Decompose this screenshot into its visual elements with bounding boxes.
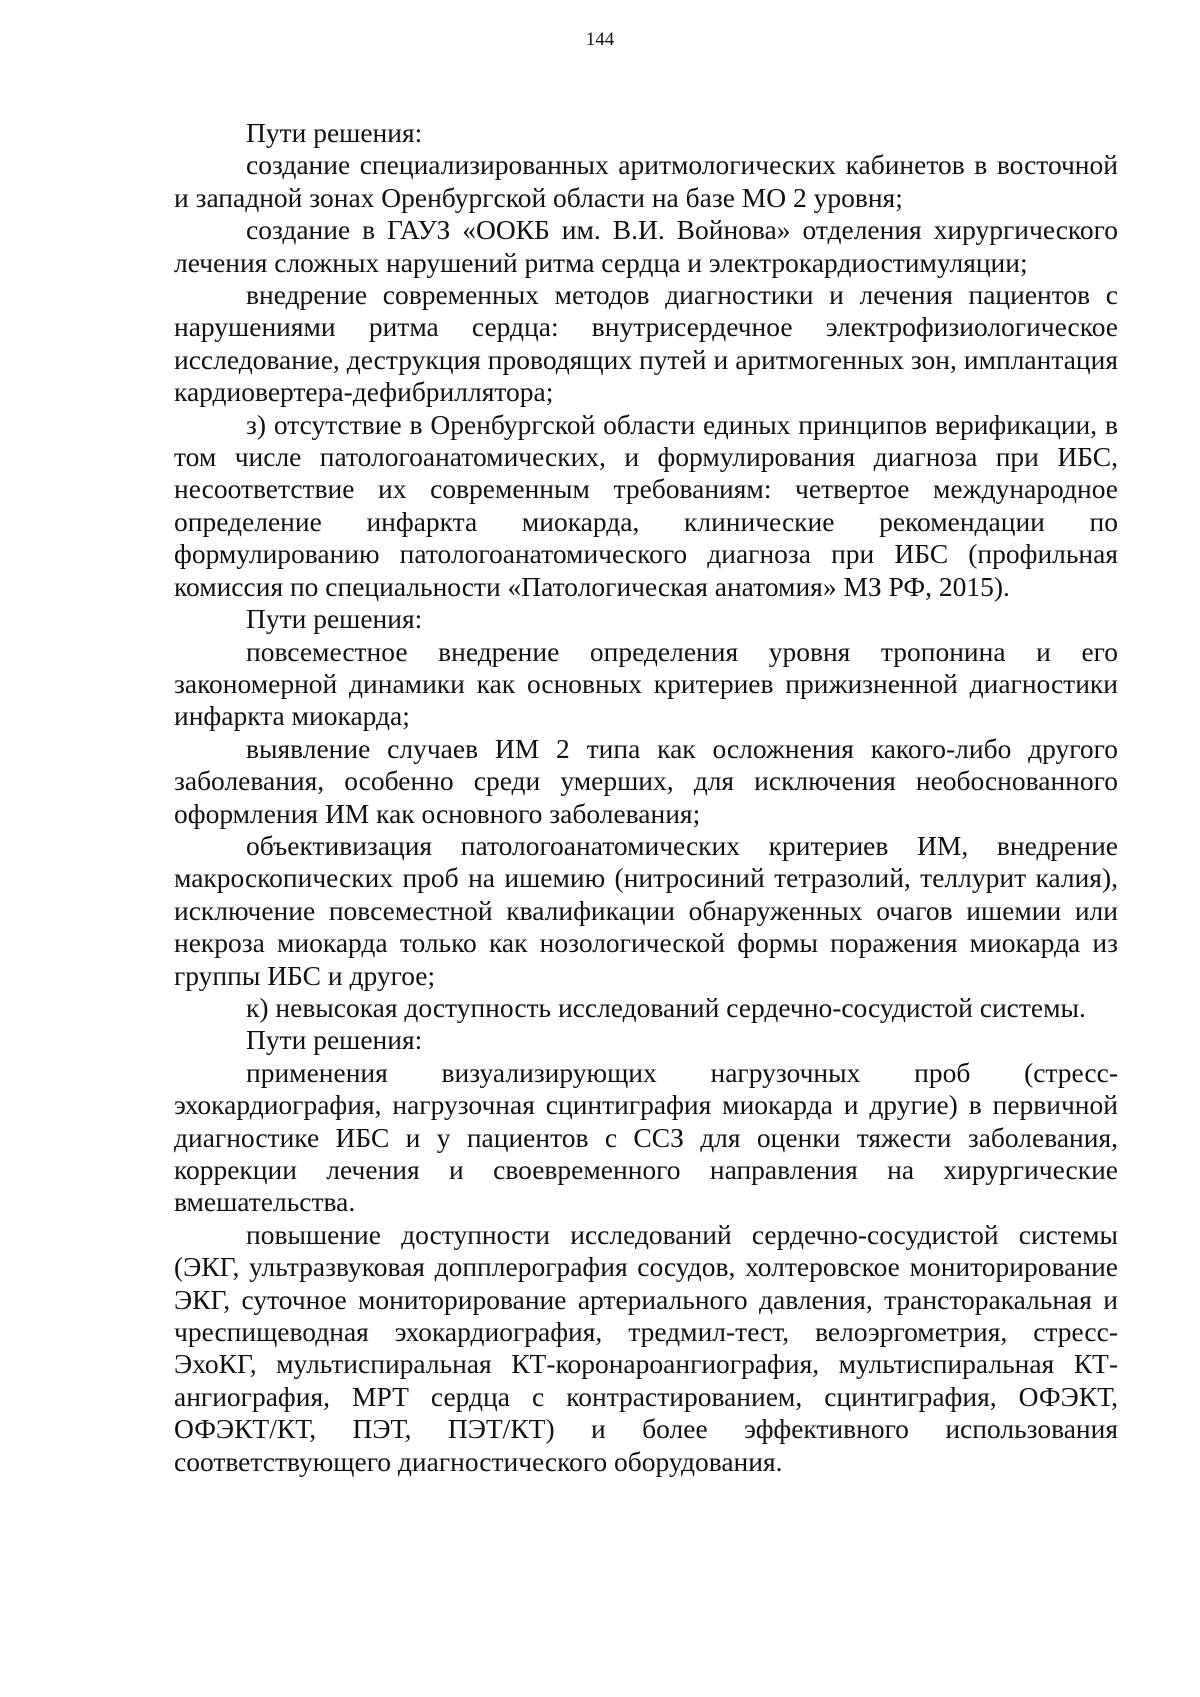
paragraph-4: внедрение современных методов диагностики и лечения пациентов с нарушениями ритма сердца: внутрисердечное электрофизиологическое исследование, деструкция проводящих путей и аритмогенных зон, имплантация кардиовертера-дефибриллятора;: [174, 279, 1118, 408]
page-number: 144: [585, 29, 615, 50]
paragraph-12: применения визуализирующих нагрузочных проб (стресс-эхокардиография, нагрузочная сцинтиграфия миокарда и другие) в первичной диагностике ИБС и у пациентов с ССЗ для оценки тяжести заболевания, коррекции лечения и своевременного направления на хирургические вмешательства.: [174, 1056, 1118, 1218]
paragraph-1: Пути решения:: [246, 117, 423, 148]
document-body: [174, 117, 1118, 1478]
paragraph-10: к) невысокая доступность исследований сердечно-сосудистой системы.: [246, 991, 1086, 1023]
paragraph-5: з) отсутствие в Оренбургской области единых принципов верификации, в том числе патологоанатомических, и формулирования диагноза при ИБС, несоответствие их современным требованиям: четвертое международное определение инфаркта миокарда, клинические рекомендации по формулированию патологоанатомического диагноза при ИБС (профильная комиссия по специальности «Патологическая анатомия» МЗ РФ, 2015).: [174, 408, 1118, 602]
paragraph-11: Пути решения:: [246, 1024, 423, 1056]
paragraph-13: повышение доступности исследований сердечно-сосудистой системы (ЭКГ, ультразвуковая допплерография сосудов, холтеровское мониторирование ЭКГ, суточное мониторирование артериального давления, трансторакальная и чреспищеводная эхокардиография, тредмил-тест, велоэргометрия, стресс-ЭхоКГ, мультиспиральная КТ-коронароангиография, мультиспиральная КТ-ангиография, МРТ сердца с контрастированием, сцинтиграфия, ОФЭКТ, ОФЭКТ/КТ, ПЭТ, ПЭТ/КТ) и более эффективного использования соответствующего диагностического оборудования.: [174, 1218, 1118, 1477]
paragraph-8: выявление случаев ИМ 2 типа как осложнения какого-либо другого заболевания, особенно среди умерших, для исключения необоснованного оформления ИМ как основного заболевания;: [174, 732, 1118, 829]
paragraph-2: создание специализированных аритмологических кабинетов в восточной и западной зонах Оренбургской области на базе МО 2 уровня;: [174, 149, 1118, 213]
paragraph-7: повсеместное внедрение определения уровня тропонина и его закономерной динамики как основных критериев прижизненной диагностики инфаркта миокарда;: [174, 635, 1118, 732]
paragraph-6: Пути решения:: [246, 603, 423, 635]
paragraph-3: создание в ГАУЗ «ООКБ им. В.И. Войнова» отделения хирургического лечения сложных нарушений ритма сердца и электрокардиостимуляции;: [174, 214, 1118, 278]
paragraph-9: объективизация патологоанатомических критериев ИМ, внедрение макроскопических проб на ишемию (нитросиний тетразолий, теллурит калия), исключение повсеместной квалификации обнаруженных очагов ишемии или некроза миокарда только как нозологической формы поражения миокарда из группы ИБС и другое;: [174, 829, 1118, 991]
